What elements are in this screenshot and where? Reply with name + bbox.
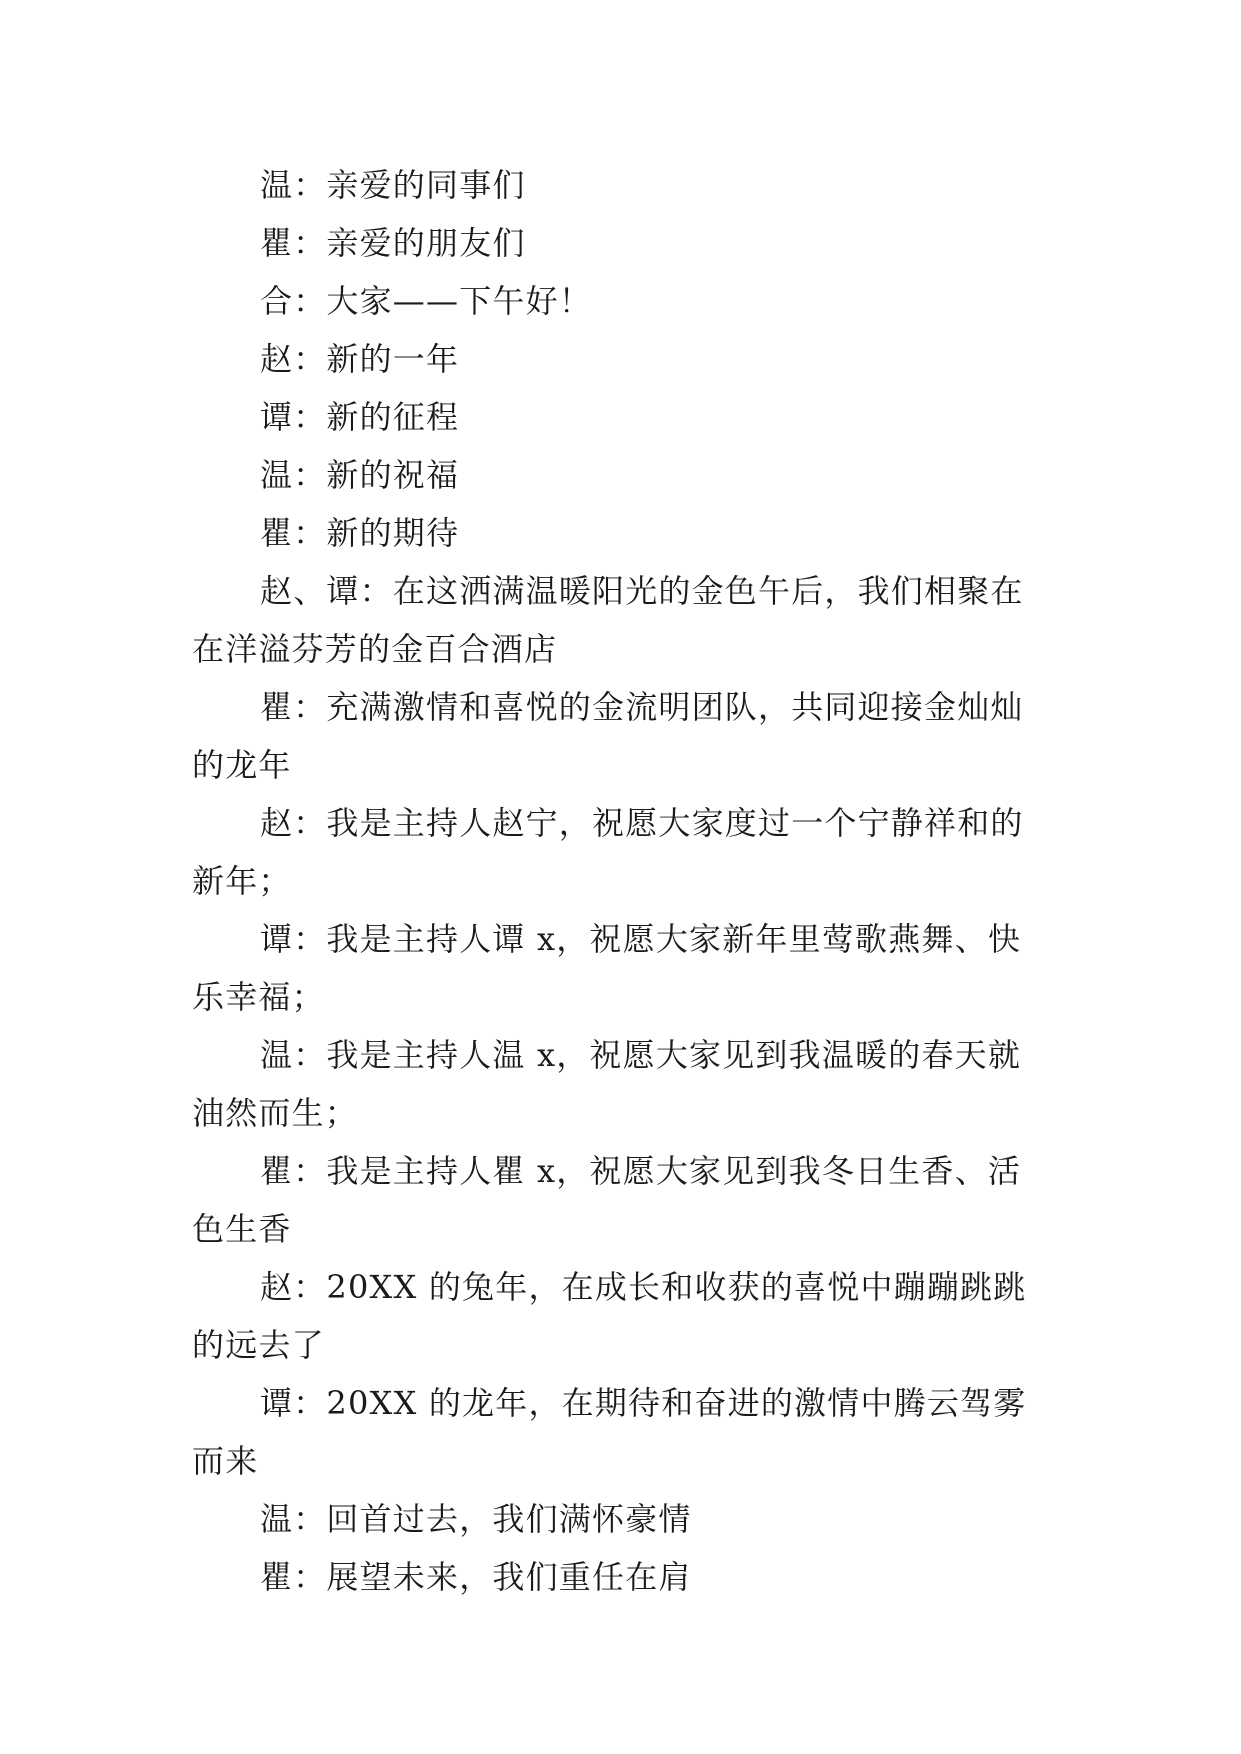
dialogue-line: 温：亲爱的同事们 xyxy=(260,166,526,204)
dialogue-line: 温：新的祝福 xyxy=(260,456,460,494)
dialogue-line: 合：大家——下午好！ xyxy=(260,282,593,320)
dialogue-line: 瞿：充满激情和喜悦的金流明团队，共同迎接金灿灿的龙年 xyxy=(192,688,1024,784)
dialogue-line: 瞿：亲爱的朋友们 xyxy=(260,224,526,262)
dialogue-line: 赵、谭：在这洒满温暖阳光的金色午后，我们相聚在在洋溢芬芳的金百合酒店 xyxy=(192,572,1024,668)
dialogue-line: 赵：我是主持人赵宁，祝愿大家度过一个宁静祥和的新年； xyxy=(192,804,1024,900)
dialogue-line: 温：回首过去，我们满怀豪情 xyxy=(260,1500,692,1538)
dialogue-line: 谭：新的征程 xyxy=(260,398,460,436)
dialogue-line: 瞿：展望未来，我们重任在肩 xyxy=(260,1558,692,1596)
dialogue-line: 瞿：我是主持人瞿 x，祝愿大家见到我冬日生香、活色生香 xyxy=(192,1152,1022,1248)
dialogue-line: 赵：新的一年 xyxy=(260,340,460,378)
dialogue-line: 谭：我是主持人谭 x，祝愿大家新年里莺歌燕舞、快乐幸福； xyxy=(192,920,1022,1016)
dialogue-line: 温：我是主持人温 x，祝愿大家见到我温暖的春天就油然而生； xyxy=(192,1036,1022,1132)
document-body xyxy=(192,156,1052,1606)
dialogue-line: 瞿：新的期待 xyxy=(260,514,460,552)
dialogue-line: 谭：20XX 的龙年，在期待和奋进的激情中腾云驾雾而来 xyxy=(192,1384,1027,1480)
dialogue-line: 赵：20XX 的兔年，在成长和收获的喜悦中蹦蹦跳跳的远去了 xyxy=(192,1268,1027,1364)
